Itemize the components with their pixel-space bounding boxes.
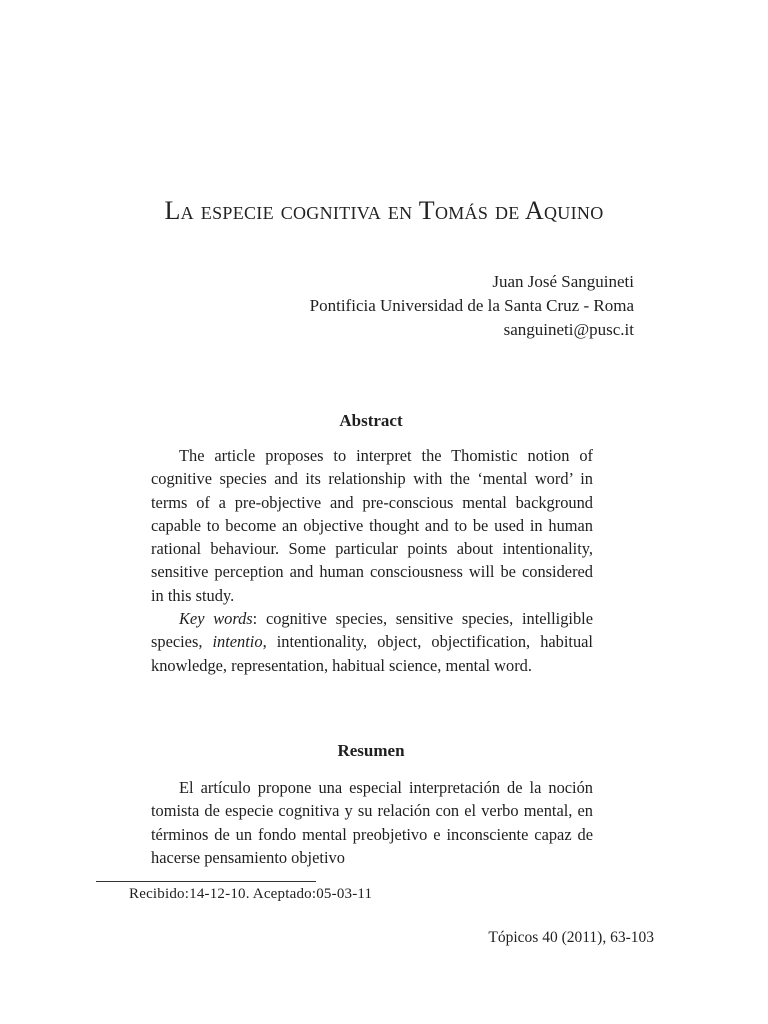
keywords-italic-term: intentio [212, 632, 263, 652]
keywords-part-a: cognitive species, sensitive species, intelligible species, [151, 609, 593, 652]
keywords-paragraph [151, 607, 593, 677]
abstract-text: The article proposes to interpret the Thomistic notion of cognitive species and its relationship with the ‘mental word’ in terms of a pre-objective and pre-conscious mental background capable to become an objective thought and to be used in human rational behaviour. Some particular points about intentionality, sensitive perception and human consciousness will be considered in this study. [151, 446, 593, 605]
abstract-heading: Abstract [339, 411, 403, 430]
journal-folio: Tópicos 40 (2011), 63-103 [488, 929, 654, 946]
footnote: Recibido:14-12-10. Aceptado:05-03-11 [129, 886, 373, 902]
keywords-label: Key words [179, 609, 253, 629]
resumen-body [151, 776, 593, 869]
footnote-rule [96, 881, 316, 882]
abstract-body [151, 444, 593, 677]
resumen-text: El artículo propone una especial interpretación de la noción tomista de especie cognitiva y su relación con el verbo mental, en términos de un fondo mental preobjetivo e inconsciente capaz de hacerse pensamiento objetivo [151, 778, 593, 867]
author-email: sanguineti@pusc.it [503, 320, 634, 339]
resumen-heading: Resumen [337, 741, 405, 760]
author-affiliation: Pontificia Universidad de la Santa Cruz - Roma [309, 296, 634, 315]
keywords-separator: : [252, 609, 266, 629]
article-title: La especie cognitiva en Tomás de Aquino [164, 196, 604, 225]
keywords-part-b: , intentionality, object, objectification, habitual knowledge, representation, habitual science, mental word. [151, 632, 593, 675]
author-block [310, 270, 634, 342]
author-name: Juan José Sanguineti [492, 272, 634, 291]
